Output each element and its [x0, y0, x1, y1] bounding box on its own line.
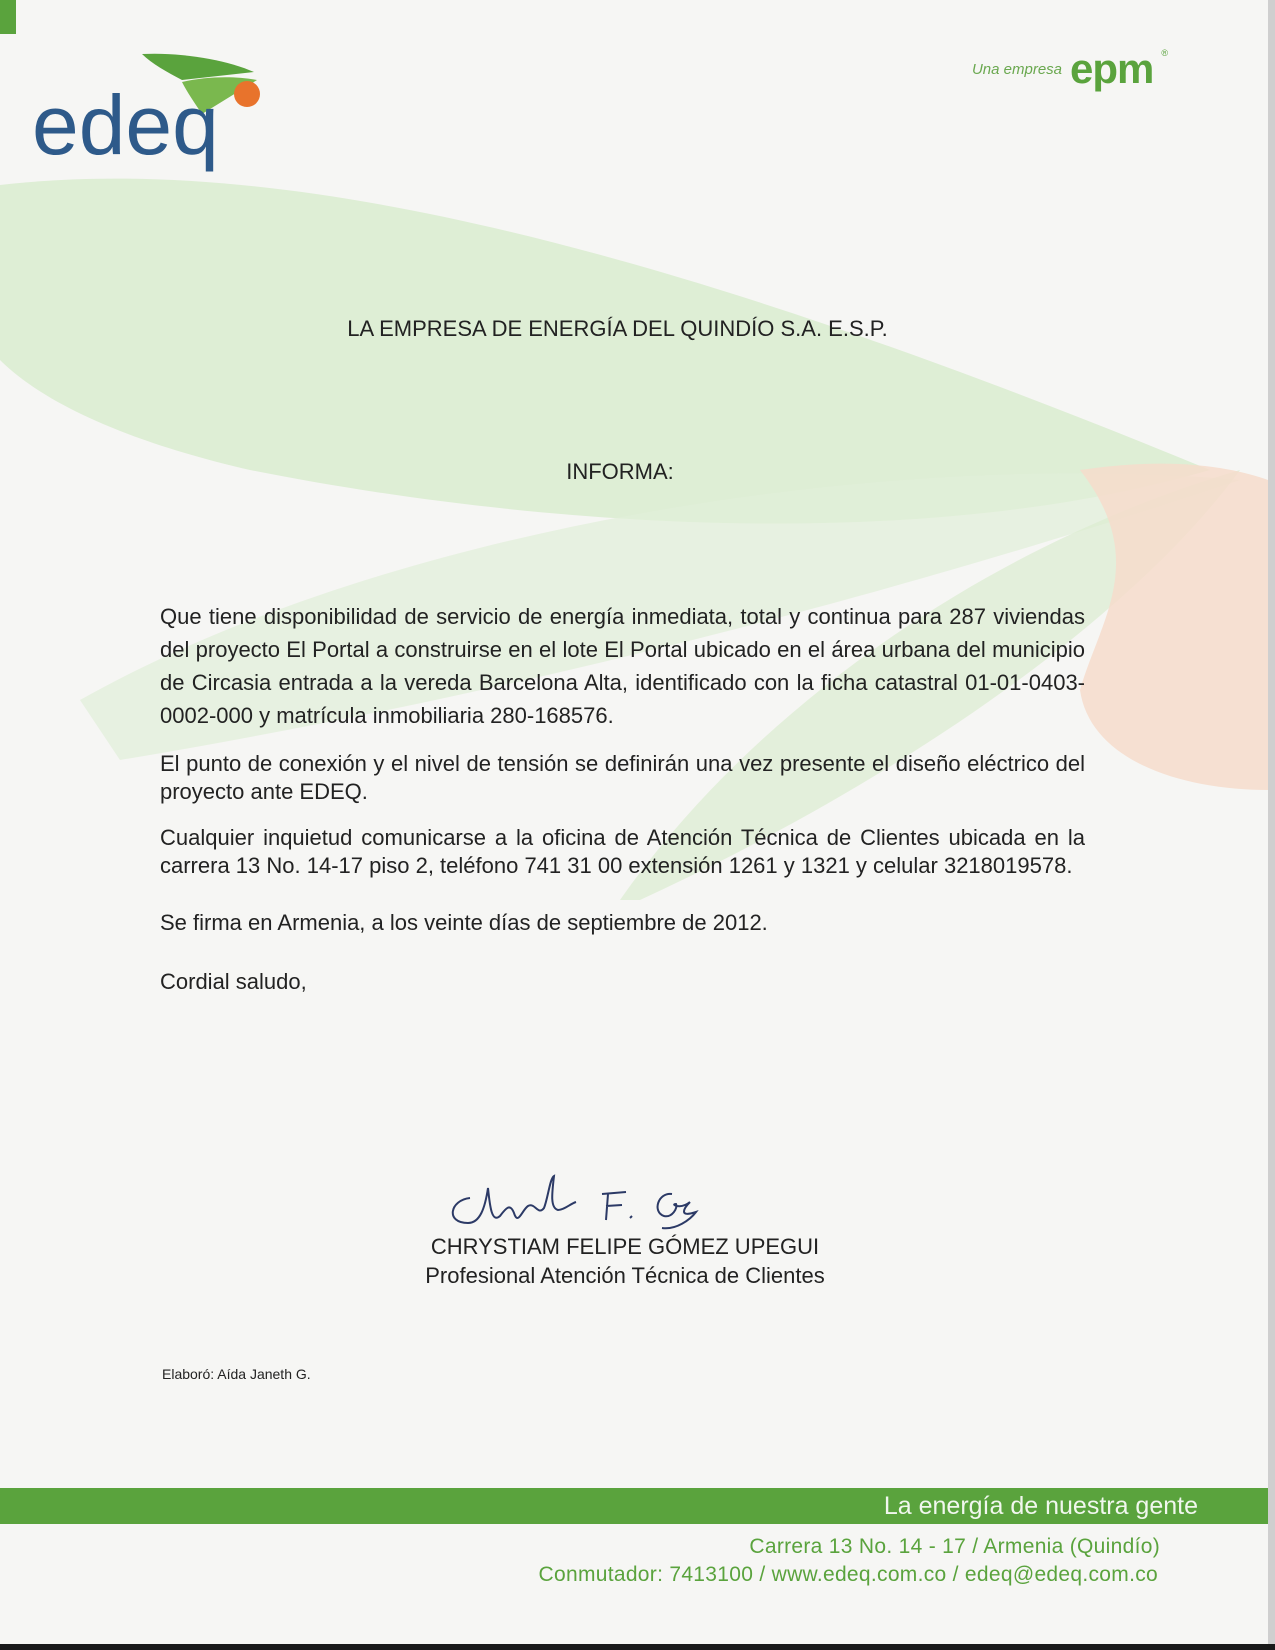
paragraph-closing: Cordial saludo,: [160, 969, 307, 994]
svg-text:edeq: edeq: [32, 78, 219, 172]
paragraph-connection: El punto de conexión y el nivel de tensión se definirán una vez presente el diseño eléctrico del proyecto ante EDEQ.: [160, 751, 1085, 804]
company-name: LA EMPRESA DE ENERGÍA DEL QUINDÍO S.A. E.S.P.: [347, 316, 888, 341]
footer-contact: Conmutador: 7413100 / www.edeq.com.co / edeq@edeq.com.co: [538, 1563, 1158, 1586]
epm-tagline: Una empresa: [971, 60, 1062, 78]
handwritten-signature: [440, 1168, 720, 1238]
registered-mark: ®: [1161, 48, 1168, 58]
signer-title: Profesional Atención Técnica de Clientes: [425, 1263, 825, 1288]
footer-slogan: La energía de nuestra gente: [883, 1492, 1198, 1520]
scan-edge-bottom: [0, 1644, 1275, 1650]
footer-band: [0, 1488, 1268, 1524]
epm-logo: epm: [1070, 45, 1154, 92]
paragraph-contact: Cualquier inquietud comunicarse a la oficina de Atención Técnica de Clientes ubicada en la carrera 13 No. 14-17 piso 2, teléfono 741 31 00 extensión 1261 y 1321 y celular 3218019578.: [160, 825, 1085, 878]
paragraph-availability: Que tiene disponibilidad de servicio de energía inmediata, total y continua para 287 viviendas del proyecto El Portal a construirse en el lote El Portal ubicado en el área urbana del municipio de Circasia entrada a la vereda Barcelona Alta, identificado con la ficha catastral 01-01-0403-0002-000 y matrícula inmobiliaria 280-168576.: [160, 604, 1085, 728]
footer-address: Carrera 13 No. 14 - 17 / Armenia (Quindío): [749, 1535, 1160, 1558]
signer-name: CHRYSTIAM FELIPE GÓMEZ UPEGUI: [430, 1234, 820, 1259]
prepared-by: Elaboró: Aída Janeth G.: [162, 1366, 311, 1382]
scan-edge-right: [1268, 0, 1275, 1650]
edeq-logo: [32, 42, 277, 192]
letter-body: [160, 600, 1085, 998]
epm-brand: [971, 45, 1168, 92]
scan-corner-mark: [0, 0, 16, 34]
letter-heading: INFORMA:: [566, 459, 674, 484]
paragraph-signed-date: Se firma en Armenia, a los veinte días de septiembre de 2012.: [160, 910, 768, 935]
